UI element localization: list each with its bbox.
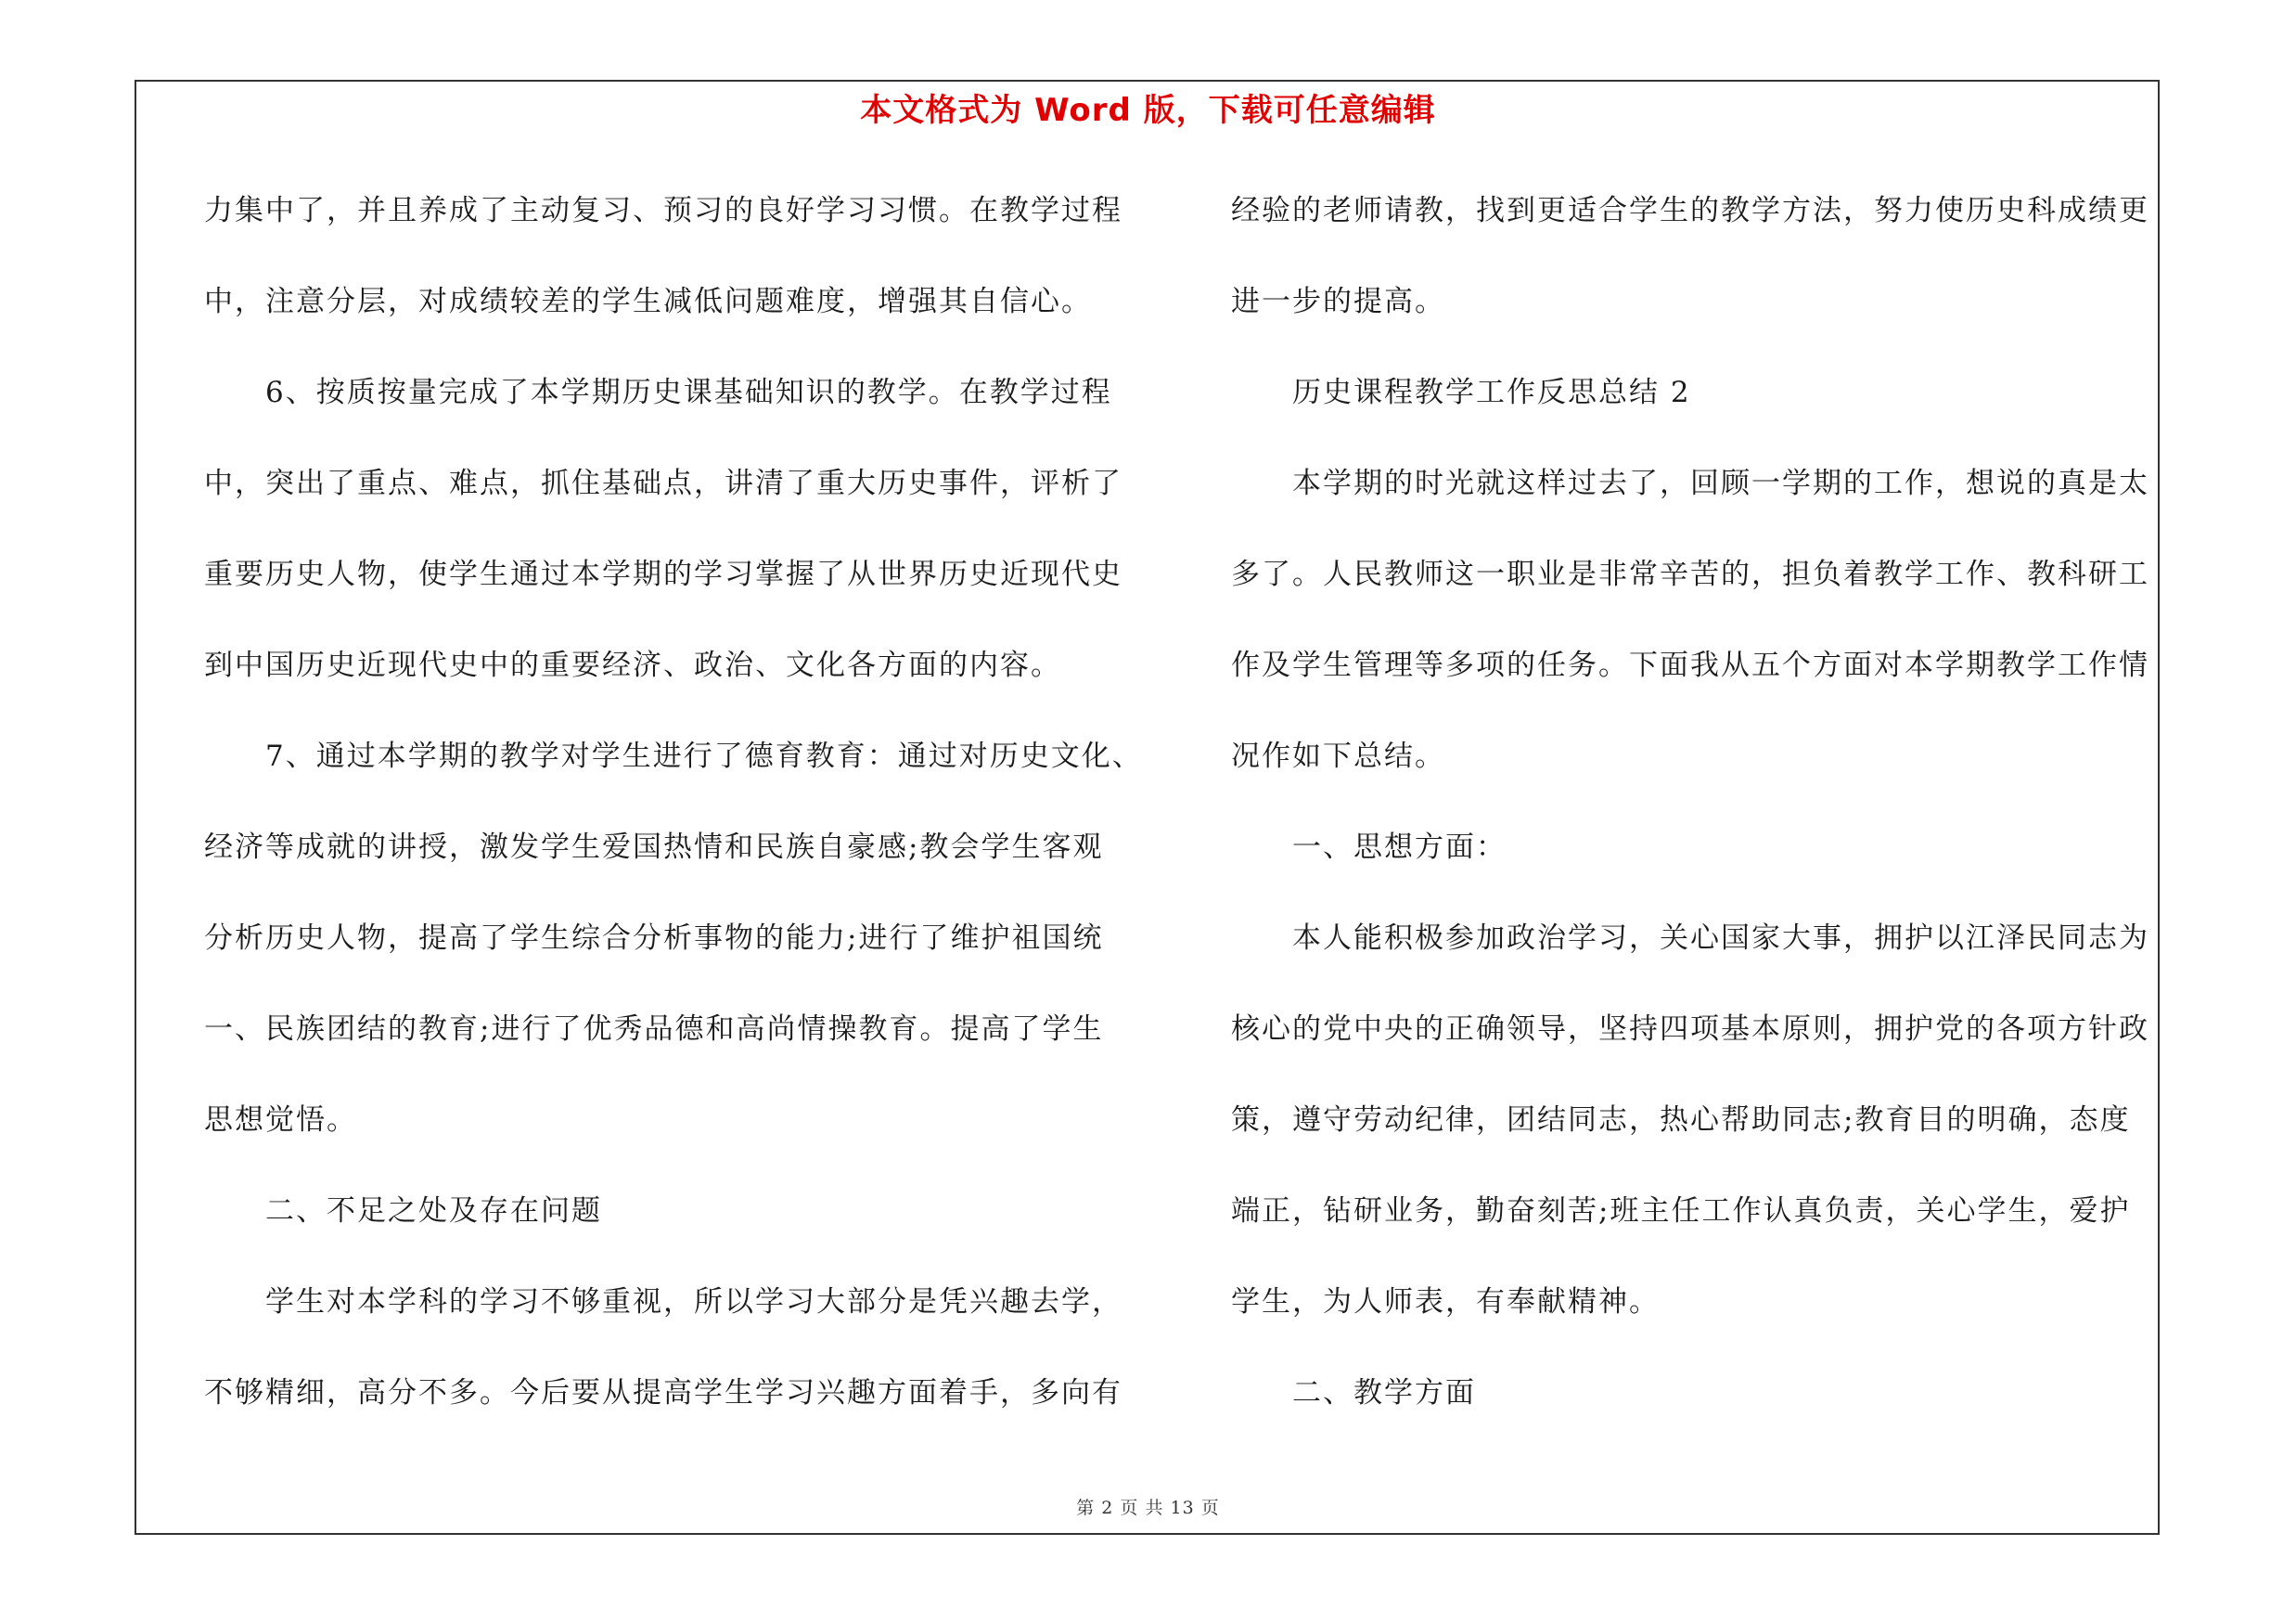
paragraph-line: 中，注意分层，对成绩较差的学生减低问题难度，增强其自信心。: [204, 285, 1092, 318]
section-heading: 二、不足之处及存在问题: [265, 1194, 602, 1228]
paragraph-line: 经验的老师请教，找到更适合学生的教学方法，努力使历史科成绩更: [1231, 194, 2149, 227]
paragraph-line: 核心的党中央的正确领导，坚持四项基本原则，拥护党的各项方针政: [1231, 1012, 2149, 1046]
paragraph-line: 本学期的时光就这样过去了，回顾一学期的工作，想说的真是太: [1292, 467, 2149, 500]
paragraph-line: 多了。人民教师这一职业是非常辛苦的，担负着教学工作、教科研工: [1231, 558, 2149, 591]
paragraph-line: 况作如下总结。: [1231, 740, 1445, 773]
paragraph-line: 一、民族团结的教育;进行了优秀品德和高尚情操教育。提高了学生: [204, 1012, 1104, 1046]
paragraph-line: 策，遵守劳动纪律，团结同志，热心帮助同志;教育目的明确，态度: [1231, 1103, 2131, 1137]
paragraph-line: 进一步的提高。: [1231, 285, 1445, 318]
section-heading: 一、思想方面：: [1292, 831, 1507, 864]
paragraph-line: 分析历史人物，提高了学生综合分析事物的能力;进行了维护祖国统: [204, 921, 1104, 955]
paragraph-line: 思想觉悟。: [204, 1103, 357, 1137]
paragraph-line: 不够精细，高分不多。今后要从提高学生学习兴趣方面着手，多向有: [204, 1376, 1122, 1410]
right-text-column: [1231, 182, 2159, 1455]
paragraph-line: 6、按质按量完成了本学期历史课基础知识的教学。在教学过程: [265, 376, 1112, 409]
paragraph-line: 到中国历史近现代史中的重要经济、政治、文化各方面的内容。: [204, 649, 1061, 682]
paragraph-line: 学生对本学科的学习不够重视，所以学习大部分是凭兴趣去学，: [265, 1285, 1122, 1319]
page-number: 第 2 页 共 13 页: [1076, 1498, 1220, 1518]
section-heading: 二、教学方面: [1292, 1376, 1476, 1410]
paragraph-line: 作及学生管理等多项的任务。下面我从五个方面对本学期教学工作情: [1231, 649, 2149, 682]
paragraph-line: 端正，钻研业务，勤奋刻苦;班主任工作认真负责，关心学生，爱护: [1231, 1194, 2131, 1228]
article-title: 历史课程教学工作反思总结 2: [1292, 376, 1691, 409]
paragraph-line: 重要历史人物，使学生通过本学期的学习掌握了从世界历史近现代史: [204, 558, 1122, 591]
paragraph-line: 力集中了，并且养成了主动复习、预习的良好学习习惯。在教学过程: [204, 194, 1122, 227]
paragraph-line: 经济等成就的讲授，激发学生爱国热情和民族自豪感;教会学生客观: [204, 831, 1104, 864]
left-text-column: [204, 182, 1143, 1455]
paragraph-line: 7、通过本学期的教学对学生进行了德育教育：通过对历史文化、: [265, 740, 1143, 773]
paragraph-line: 中，突出了重点、难点，抓住基础点，讲清了重大历史事件，评析了: [204, 467, 1122, 500]
document-banner: 本文格式为 Word 版，下载可任意编辑: [860, 92, 1436, 129]
paragraph-line: 本人能积极参加政治学习，关心国家大事，拥护以江泽民同志为: [1292, 921, 2149, 955]
paragraph-line: 学生，为人师表，有奉献精神。: [1231, 1285, 1660, 1319]
